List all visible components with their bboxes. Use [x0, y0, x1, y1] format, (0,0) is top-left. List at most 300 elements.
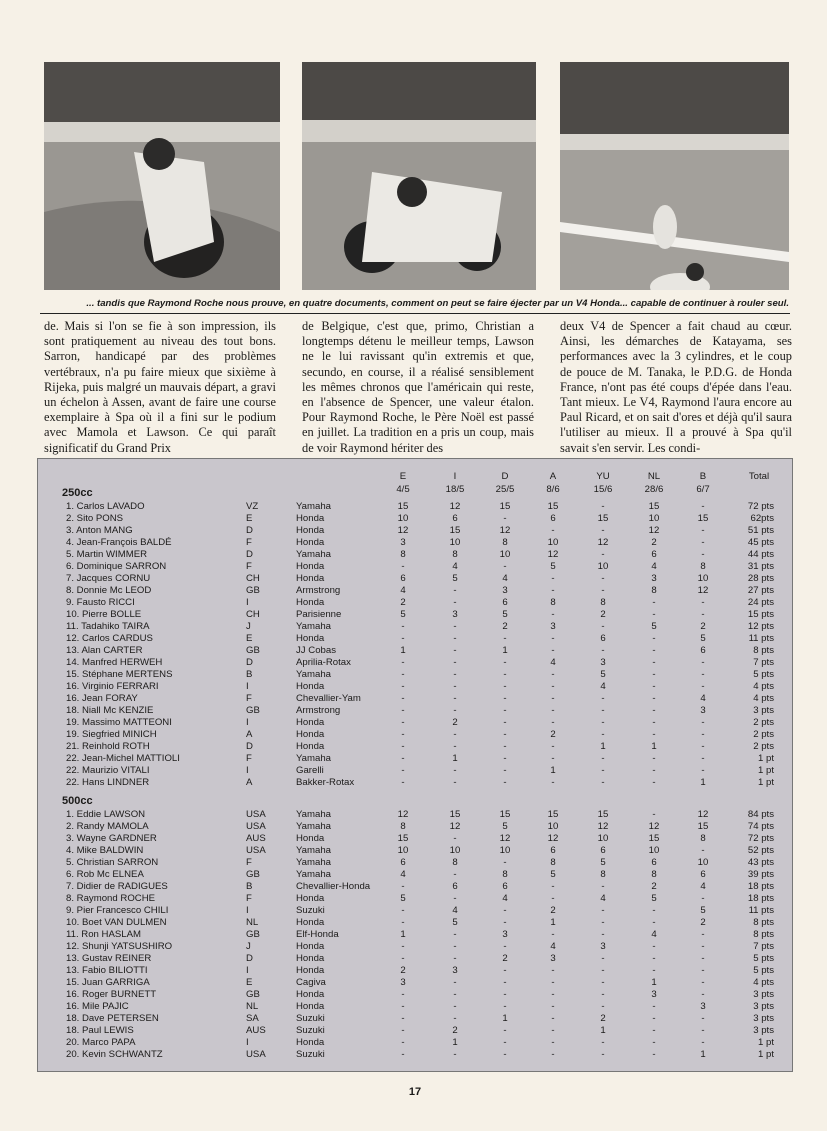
race-points: 1 [600, 1025, 606, 1036]
race-points: 3 [502, 585, 508, 596]
total-points: 44 pts [747, 549, 774, 560]
race-points: - [652, 753, 656, 764]
race-photo-3 [560, 62, 789, 290]
race-points: 1 [502, 1013, 508, 1024]
make: JJ Cobas [296, 645, 336, 656]
standings-row [38, 1037, 792, 1049]
race-points: 3 [700, 1001, 706, 1012]
race-points: - [551, 741, 555, 752]
race-points: - [551, 525, 555, 536]
rider-name: 10. Boet VAN DULMEN [66, 917, 167, 928]
race-points: 5 [452, 917, 458, 928]
race-points: - [453, 669, 457, 680]
standings-row [38, 869, 792, 881]
rider-name: 19. Massimo MATTEONI [66, 717, 172, 728]
nationality: GB [246, 705, 260, 716]
make: Cagiva [296, 977, 326, 988]
race-points: - [401, 777, 405, 788]
race-points: - [401, 1013, 405, 1024]
race-points: - [701, 1025, 705, 1036]
total-points: 18 pts [747, 881, 774, 892]
race-points: 3 [502, 929, 508, 940]
standings-row [38, 965, 792, 977]
race-points: - [652, 953, 656, 964]
rider-name: 18. Dave PETERSEN [66, 1013, 159, 1024]
race-date-header: 4/5 [396, 484, 410, 495]
race-points: - [652, 693, 656, 704]
standings-row [38, 777, 792, 789]
race-points: - [503, 753, 507, 764]
rider-name: 22. Maurizio VITALI [66, 765, 150, 776]
race-points: 4 [700, 693, 706, 704]
rider-name: 13. Alan CARTER [66, 645, 143, 656]
race-points: - [503, 657, 507, 668]
race-points: - [401, 621, 405, 632]
rider-name: 1. Eddie LAWSON [66, 809, 146, 820]
rider-name: 15. Juan GARRIGA [66, 977, 150, 988]
standings-row [38, 705, 792, 717]
total-points: 2 pts [753, 729, 774, 740]
race-points: 5 [700, 633, 706, 644]
race-points: 5 [600, 857, 606, 868]
race-points: - [503, 693, 507, 704]
race-points: - [701, 1037, 705, 1048]
make: Aprilia-Rotax [296, 657, 351, 668]
race-country-header: I [453, 471, 457, 482]
standings-row [38, 1025, 792, 1037]
race-points: 5 [651, 621, 657, 632]
race-points: 2 [651, 537, 657, 548]
make: Honda [296, 537, 325, 548]
total-points: 74 pts [747, 821, 774, 832]
race-points: 4 [651, 929, 657, 940]
race-points: 6 [550, 845, 556, 856]
nationality: GB [246, 645, 260, 656]
race-points: 2 [700, 917, 706, 928]
race-points: 3 [700, 705, 706, 716]
race-points: 8 [700, 833, 706, 844]
rider-name: 9. Fausto RICCI [66, 597, 135, 608]
standings-row [38, 977, 792, 989]
race-points: 12 [449, 501, 461, 512]
race-points: 10 [499, 845, 511, 856]
total-points: 4 pts [753, 693, 774, 704]
make: Suzuki [296, 1013, 325, 1024]
race-points: - [652, 705, 656, 716]
race-points: - [701, 1013, 705, 1024]
total-points: 5 pts [753, 669, 774, 680]
nationality: I [246, 597, 249, 608]
race-date-header: 8/6 [546, 484, 560, 495]
race-points: 1 [452, 753, 458, 764]
race-points: 15 [648, 501, 660, 512]
total-points: 84 pts [747, 809, 774, 820]
race-points: - [601, 585, 605, 596]
race-points: - [701, 729, 705, 740]
race-points: 3 [400, 537, 406, 548]
race-points: 3 [550, 953, 556, 964]
race-points: 2 [502, 953, 508, 964]
race-points: 15 [597, 513, 609, 524]
race-photo-1 [44, 62, 280, 290]
nationality: D [246, 549, 253, 560]
race-points: 4 [452, 905, 458, 916]
race-points: - [453, 929, 457, 940]
race-points: - [401, 941, 405, 952]
race-date-header: 28/6 [644, 484, 664, 495]
race-points: - [601, 501, 605, 512]
race-points: 5 [550, 561, 556, 572]
race-points: - [401, 989, 405, 1000]
make: Yamaha [296, 549, 332, 560]
standings-row [38, 989, 792, 1001]
make: Yamaha [296, 821, 332, 832]
race-points: 8 [502, 869, 508, 880]
make: Yamaha [296, 669, 332, 680]
nationality: GB [246, 585, 260, 596]
race-points: - [601, 1049, 605, 1060]
race-points: - [701, 681, 705, 692]
race-points: - [551, 1049, 555, 1060]
race-date-header: 6/7 [696, 484, 710, 495]
make: Yamaha [296, 845, 332, 856]
rider-name: 7. Jacques CORNU [66, 573, 151, 584]
rider-name: 3. Wayne GARDNER [66, 833, 157, 844]
race-points: 3 [651, 573, 657, 584]
race-points: - [551, 989, 555, 1000]
nationality: NL [246, 1001, 259, 1012]
race-points: - [551, 681, 555, 692]
race-points: - [701, 609, 705, 620]
race-points: - [453, 977, 457, 988]
race-points: - [652, 645, 656, 656]
race-points: - [453, 657, 457, 668]
rider-name: 19. Siegfried MINICH [66, 729, 157, 740]
total-points: 1 pt [757, 765, 774, 776]
race-points: 10 [597, 561, 609, 572]
rider-name: 15. Stéphane MERTENS [66, 669, 173, 680]
race-points: 12 [547, 549, 559, 560]
race-points: 15 [499, 809, 511, 820]
make: Yamaha [296, 621, 332, 632]
rider-name: 5. Martin WIMMER [66, 549, 148, 560]
race-points: 8 [400, 549, 406, 560]
rider-name: 5. Christian SARRON [66, 857, 159, 868]
rider-name: 12. Carlos CARDUS [66, 633, 153, 644]
nationality: GB [246, 929, 260, 940]
total-points: 2 pts [753, 717, 774, 728]
nationality: A [246, 729, 253, 740]
rider-name: 21. Reinhold ROTH [66, 741, 150, 752]
race-points: 2 [700, 621, 706, 632]
race-points: - [503, 977, 507, 988]
rider-name: 22. Jean-Michel MATTIOLI [66, 753, 180, 764]
race-points: - [551, 1025, 555, 1036]
rider-name: 6. Rob Mc ELNEA [66, 869, 144, 880]
total-points: 11 pts [748, 633, 774, 644]
total-points: 8 pts [753, 929, 774, 940]
race-points: - [401, 905, 405, 916]
race-points: 2 [600, 609, 606, 620]
race-points: - [401, 741, 405, 752]
race-points: - [601, 881, 605, 892]
article-text: de Belgique, c'est que, primo, Christian a longtemps détenu le meilleur temps, Lawson ne le lui ravissant qu'in extremis et que, secundo, en course, il a réalisé sensiblement les mêmes chronos que l'américain qui reste, en l'absence de Spencer, une valeur étalon. Pour Raymond Roche, le Père Noël est passé en juillet. La tradition en a pris un coup, mais de voir Raymond hériter des [302, 319, 534, 455]
class-heading: 500cc [62, 795, 93, 807]
make: Honda [296, 729, 325, 740]
race-points: - [601, 645, 605, 656]
race-points: 12 [597, 821, 609, 832]
race-points: - [453, 681, 457, 692]
race-country-header: B [699, 471, 707, 482]
rider-name: 20. Kevin SCHWANTZ [66, 1049, 163, 1060]
race-points: - [601, 977, 605, 988]
race-points: 5 [550, 869, 556, 880]
race-points: - [401, 1001, 405, 1012]
nationality: F [246, 537, 252, 548]
nationality: F [246, 561, 252, 572]
race-points: 8 [400, 821, 406, 832]
article-text: de. Mais si l'on se fie à son impression, ils sont pratiquement au niveau des tout bons. Sarron, handicapé par des problèmes vertébraux, n'a pu faire mieux que sixième à Rijeka, puis malgré un mauvais départ, a gravi un échelon à Assen, avant de faire une course exemplaire à Spa où il a fini sur le podium avec Mamola et Lawson. Ce qui paraît significatif du Grand Prix [44, 319, 276, 455]
total-points: 7 pts [753, 657, 774, 668]
standings-row [38, 645, 792, 657]
standings-row [38, 513, 792, 525]
standings-row [38, 573, 792, 585]
make: Honda [296, 989, 325, 1000]
total-points: 8 pts [753, 917, 774, 928]
standings-row [38, 609, 792, 621]
race-points: - [652, 965, 656, 976]
rider-name: 16. Jean FORAY [66, 693, 138, 704]
race-points: - [601, 1037, 605, 1048]
rider-name: 9. Pier Francesco CHILI [66, 905, 169, 916]
race-points: 1 [600, 741, 606, 752]
race-points: - [601, 965, 605, 976]
article-column-3 [560, 319, 792, 456]
make: Yamaha [296, 753, 332, 764]
caption-divider [40, 313, 790, 314]
total-points: 3 pts [753, 1013, 774, 1024]
rider-name: 3. Anton MANG [66, 525, 133, 536]
standings-row [38, 597, 792, 609]
race-points: - [551, 1013, 555, 1024]
race-points: 5 [651, 893, 657, 904]
race-points: 15 [648, 833, 660, 844]
standings-row [38, 845, 792, 857]
total-points: 5 pts [753, 953, 774, 964]
race-points: - [701, 893, 705, 904]
page-number: 17 [408, 1086, 422, 1098]
race-points: - [652, 917, 656, 928]
race-points: 8 [600, 597, 606, 608]
total-points: 3 pts [753, 1001, 774, 1012]
race-points: - [503, 965, 507, 976]
total-points: 1 pt [757, 1049, 774, 1060]
total-points: 1 pt [757, 777, 774, 788]
race-points: - [652, 609, 656, 620]
race-points: 10 [547, 821, 559, 832]
race-points: - [601, 729, 605, 740]
race-points: - [503, 669, 507, 680]
total-points: 11 pts [748, 905, 774, 916]
race-points: 15 [597, 809, 609, 820]
nationality: I [246, 1037, 249, 1048]
race-points: - [503, 941, 507, 952]
total-points: 62pts [750, 513, 774, 524]
race-points: 12 [547, 833, 559, 844]
rider-name: 8. Raymond ROCHE [66, 893, 156, 904]
standings-row [38, 561, 792, 573]
race-points: - [551, 717, 555, 728]
race-points: - [601, 693, 605, 704]
race-points: 6 [651, 549, 657, 560]
race-points: - [401, 693, 405, 704]
race-points: - [503, 1025, 507, 1036]
make: Yamaha [296, 869, 332, 880]
race-points: - [401, 953, 405, 964]
race-points: 2 [452, 717, 458, 728]
total-points: 4 pts [753, 977, 774, 988]
race-points: 3 [600, 941, 606, 952]
race-points: - [503, 633, 507, 644]
photo-caption: ... tandis que Raymond Roche nous prouve, en quatre documents, comment on peut se faire éjecter par un V4 Honda... capable de continuer à rouler seul. [86, 298, 789, 309]
race-points: - [601, 549, 605, 560]
nationality: USA [246, 845, 266, 856]
race-points: 8 [452, 549, 458, 560]
race-points: - [453, 645, 457, 656]
race-points: 4 [502, 893, 508, 904]
race-points: - [453, 941, 457, 952]
race-points: 1 [651, 977, 657, 988]
race-points: - [503, 1001, 507, 1012]
race-points: 6 [700, 869, 706, 880]
rider-name: 8. Donnie Mc LEOD [66, 585, 152, 596]
standings-row [38, 893, 792, 905]
race-points: - [701, 753, 705, 764]
nationality: A [246, 777, 253, 788]
race-points: 12 [499, 833, 511, 844]
race-points: 6 [400, 857, 406, 868]
race-points: - [551, 645, 555, 656]
rider-name: 20. Marco PAPA [66, 1037, 136, 1048]
standings-row [38, 905, 792, 917]
race-points: - [453, 741, 457, 752]
race-points: - [652, 633, 656, 644]
standings-row [38, 1013, 792, 1025]
make: Honda [296, 513, 325, 524]
race-points: 12 [648, 525, 660, 536]
race-points: - [453, 633, 457, 644]
make: Honda [296, 941, 325, 952]
nationality: I [246, 905, 249, 916]
race-points: 6 [550, 513, 556, 524]
race-points: - [701, 765, 705, 776]
race-points: 1 [700, 777, 706, 788]
nationality: USA [246, 1049, 266, 1060]
make: Honda [296, 1001, 325, 1012]
make: Honda [296, 1037, 325, 1048]
standings-row [38, 585, 792, 597]
rider-name: 18. Niall Mc KENZIE [66, 705, 154, 716]
make: Armstrong [296, 705, 341, 716]
race-points: 10 [648, 513, 660, 524]
race-points: 4 [700, 881, 706, 892]
standings-row [38, 881, 792, 893]
total-points: 3 pts [753, 705, 774, 716]
rider-name: 4. Mike BALDWIN [66, 845, 144, 856]
race-points: 6 [600, 633, 606, 644]
race-points: - [453, 777, 457, 788]
race-points: - [652, 729, 656, 740]
make: Suzuki [296, 1025, 325, 1036]
race-points: - [701, 501, 705, 512]
race-points: 10 [597, 833, 609, 844]
standings-row [38, 621, 792, 633]
race-points: 5 [502, 821, 508, 832]
race-points: - [503, 729, 507, 740]
race-points: - [401, 729, 405, 740]
rider-name: 12. Shunji YATSUSHIRO [66, 941, 173, 952]
race-points: 12 [397, 809, 409, 820]
nationality: J [246, 941, 251, 952]
make: Chevallier-Yam [296, 693, 361, 704]
race-points: - [551, 965, 555, 976]
race-points: 12 [697, 809, 709, 820]
nationality: F [246, 857, 252, 868]
total-points: 8 pts [753, 645, 774, 656]
race-points: - [453, 705, 457, 716]
race-points: - [601, 1001, 605, 1012]
race-points: 5 [400, 609, 406, 620]
article-text: deux V4 de Spencer a fait chaud au cœur. Ainsi, les démarches de Katayama, ses performances avec la 3 cylindres, et le coup de pouce de M. Tanaka, le P.D.G. de Honda France, n'ont pas été coups d'épée dans l'eau. Tant mieux. Le V4, Raymond l'aura encore au Paul Ricard, et on sait d'ores et déjà qu'il saura l'utiliser au mieux. Il a prouvé à Spa qu'il savait s'en servir. Les condi- [560, 319, 792, 455]
race-points: 1 [400, 929, 406, 940]
race-points: - [503, 765, 507, 776]
standings-row [38, 501, 792, 513]
race-points: 1 [452, 1037, 458, 1048]
race-points: - [453, 953, 457, 964]
total-points: 72 pts [747, 501, 774, 512]
rider-name: 6. Dominique SARRON [66, 561, 167, 572]
race-points: 12 [697, 585, 709, 596]
race-points: - [601, 953, 605, 964]
total-points: 39 pts [747, 869, 774, 880]
nationality: I [246, 717, 249, 728]
race-points: - [401, 1037, 405, 1048]
race-points: - [551, 777, 555, 788]
total-points: 15 pts [747, 609, 774, 620]
race-points: 1 [550, 917, 556, 928]
standings-table [37, 458, 793, 1072]
race-points: - [652, 1013, 656, 1024]
nationality: I [246, 681, 249, 692]
race-points: - [503, 857, 507, 868]
race-points: - [551, 585, 555, 596]
standings-row [38, 693, 792, 705]
total-points: 43 pts [747, 857, 774, 868]
race-points: - [503, 513, 507, 524]
make: Armstrong [296, 585, 341, 596]
rider-name: 7. Didier de RADIGUES [66, 881, 168, 892]
race-points: - [401, 917, 405, 928]
rider-name: 2. Sito PONS [66, 513, 124, 524]
race-points: - [601, 573, 605, 584]
total-points: 27 pts [747, 585, 774, 596]
race-points: 10 [449, 845, 461, 856]
race-points: 10 [697, 573, 709, 584]
race-points: - [401, 681, 405, 692]
race-points: 8 [550, 857, 556, 868]
race-points: 6 [700, 645, 706, 656]
race-points: 6 [502, 881, 508, 892]
